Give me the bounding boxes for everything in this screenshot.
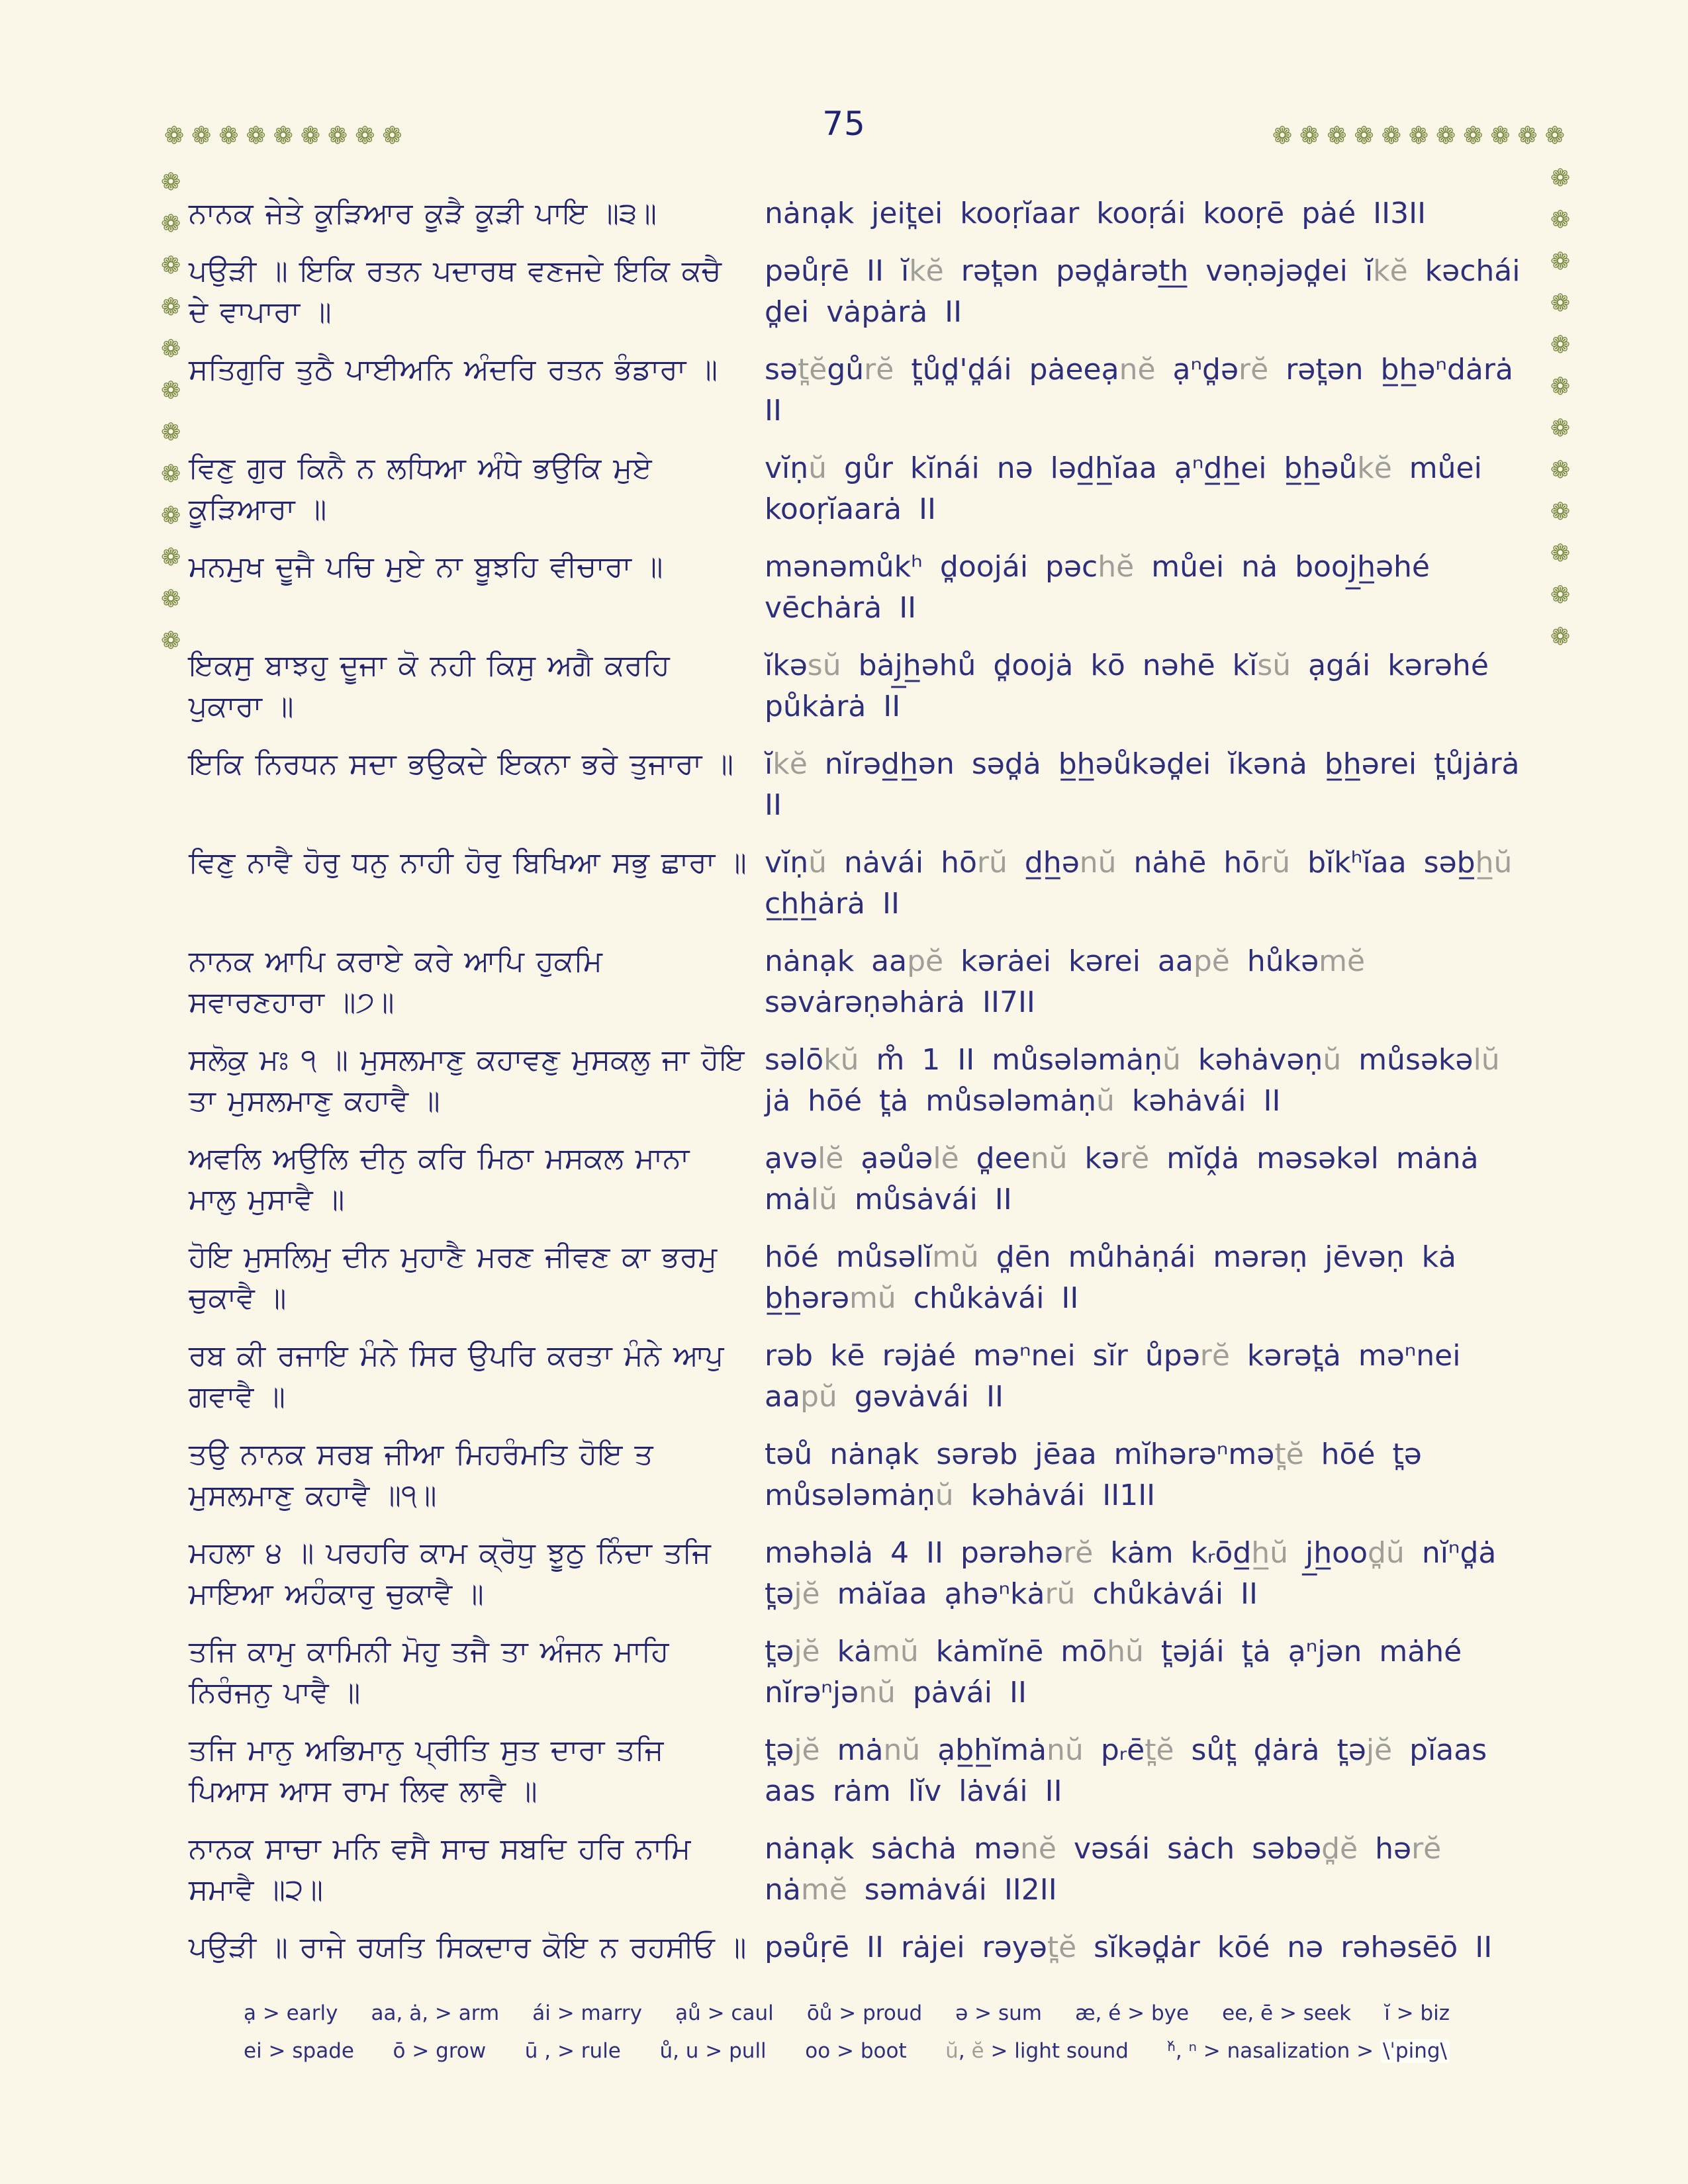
flower-icon: ❁: [328, 122, 348, 150]
light-sound: mĕ: [1319, 944, 1366, 978]
legend-item: ū , > rule: [524, 2039, 621, 2063]
gurmukhi-text: ਤਉ ਨਾਨਕ ਸਰਬ ਜੀਆ ਮਿਹਰੰਮਤਿ ਹੋਇ ਤ ਮੁਸਲਮਾਣੁ ਕਹਾਵੈ ॥੧॥: [189, 1437, 653, 1512]
transliteration-text: sət̪ĕgůrĕ t̪ůd̪'d̪ái pȧeeạnĕ ạⁿd̪ərĕ rət̪ən b̲h̲əⁿdȧrȧ II: [765, 353, 1513, 428]
flower-icon: ❁: [1544, 122, 1565, 150]
flower-icon: ❁: [161, 627, 181, 655]
transliteration-text: t̪əjĕ kȧmŭ kȧmĭnē mōhŭ t̪əjái t̪ȧ ạⁿjən mȧhé nĭrəⁿjənŭ pȧvái II: [765, 1635, 1462, 1709]
light-sound: rŭ: [1045, 1577, 1076, 1611]
flower-icon: ❁: [1272, 122, 1293, 150]
transliteration-text: pəůṛē II ĭkĕ rət̪ən pəd̪ȧrət̲h̲ vəṇəjəd̪ei ĭkĕ kəchái d̪ei vȧpȧrȧ II: [765, 254, 1521, 329]
light-sound: jĕ: [794, 1733, 820, 1767]
flower-icon: ❁: [1550, 248, 1571, 275]
light-sound: lĕ: [818, 1142, 844, 1175]
page-number: 75: [822, 105, 866, 143]
light-sound: pĕ: [1193, 944, 1230, 978]
light-sound: rĕ: [1239, 353, 1269, 387]
light-sound: t̪ĕ: [1274, 1437, 1304, 1471]
flower-icon: ❁: [1550, 206, 1571, 234]
legend-item: æ, é > bye: [1075, 2001, 1190, 2025]
gurmukhi-text: ਅਵਲਿ ਅਉਲਿ ਦੀਨੁ ਕਰਿ ਮਿਠਾ ਮਸਕਲ ਮਾਨਾ ਮਾਲੁ ਮੁਸਾਵੈ ॥: [189, 1142, 690, 1216]
flower-icon: ❁: [161, 169, 181, 196]
flower-icon: ❁: [1327, 122, 1347, 150]
light-sound: ŭ: [1162, 1043, 1181, 1077]
flower-icon: ❁: [1463, 122, 1483, 150]
light-sound: pĕ: [907, 944, 944, 978]
light-sound: kĕ: [909, 254, 944, 288]
flower-icon: ❁: [355, 122, 375, 150]
transliteration-text: ĭkəsŭ bȧj̲h̲əhů d̪oojȧ kō nəhē kĭsŭ ạgái kərəhé půkȧrȧ II: [765, 649, 1489, 723]
flower-icon: ❁: [1550, 332, 1571, 359]
legend-item: ee, ē > seek: [1222, 2001, 1352, 2025]
light-sound: rĕ: [1411, 1832, 1442, 1866]
light-sound: mŭ: [872, 1635, 919, 1668]
light-sound: t̪ĕ: [1145, 1733, 1174, 1767]
top-right-flower-border: [1272, 124, 1565, 148]
flower-icon: ❁: [273, 122, 293, 150]
gurmukhi-text: ਸਤਿਗੁਰਿ ਤੁਠੈ ਪਾਈਅਨਿ ਅੰਦਰਿ ਰਤਨ ਭੰਡਾਰਾ ॥: [189, 353, 718, 387]
flower-icon: ❁: [161, 252, 181, 279]
legend-item: ạů > caul: [675, 2001, 774, 2025]
light-sound: jĕ: [1366, 1733, 1393, 1767]
transliteration-text: t̪əjĕ mȧnŭ ạb̲h̲ĭmȧnŭ pᵣēt̪ĕ sůt̪ d̪ȧrȧ t̪əjĕ pĭaas aas rȧm lĭv lȧvái II: [765, 1733, 1487, 1808]
flower-icon: ❁: [161, 377, 181, 404]
light-sound: rŭ: [976, 846, 1008, 880]
flower-icon: ❁: [161, 586, 181, 613]
light-sound: mĕ: [800, 1873, 847, 1907]
light-sound: lĕ: [933, 1142, 959, 1175]
flower-icon: ❁: [161, 461, 181, 488]
left-flower-border: [161, 171, 181, 653]
transliteration-text: nȧnạk aapĕ kərȧei kərei aapĕ hůkəmĕ səvȧrəṇəhȧrȧ II7II: [765, 944, 1366, 1019]
highlighted-word: \ˈping\: [1380, 2039, 1450, 2063]
light-sound: kĕ: [1357, 451, 1392, 485]
flower-icon: ❁: [1550, 623, 1571, 651]
transliteration-text: pəůṛē II rȧjei rəyət̪ĕ sĭkəd̪ȧr kōé nə rəhəsēō II: [765, 1931, 1493, 1964]
light-sound: nŭ: [1079, 846, 1117, 880]
transliteration-text: təů nȧnạk sərəb jēaa mĭhərəⁿmət̪ĕ hōé t̪ə můsələmȧṇŭ kəhȧvái II1II: [765, 1437, 1422, 1512]
transliteration-text: ạvəlĕ ạəůəlĕ d̪eenŭ kərĕ mĭḓȧ məsəkəl mȧnȧ mȧlŭ můsȧvái II: [765, 1142, 1479, 1216]
light-sound: ŭ: [1323, 1043, 1342, 1077]
flower-icon: ❁: [1436, 122, 1456, 150]
transliteration-text: məhəlȧ 4 II pərəhərĕ kȧm kᵣōd̲h̲ŭ j̲h̲ood̪ŭ nĭⁿd̪ȧ t̪əjĕ mȧĭaa ạhəⁿkȧrŭ chůkȧvái II: [765, 1536, 1497, 1611]
transliteration-text: mənəmůkʰ d̪oojái pəchĕ můei nȧ booj̲h̲əhé vēchȧrȧ II: [765, 550, 1430, 625]
verse-row: [189, 1336, 1532, 1418]
gurmukhi-text: ਸਲੋਕੁ ਮਃ ੧ ॥ ਮੁਸਲਮਾਣੁ ਕਹਾਵਣੁ ਮੁਸਕਲੁ ਜਾ ਹੋਇ ਤਾ ਮੁਸਲਮਾਣੁ ਕਹਾਵੈ ॥: [189, 1043, 745, 1118]
light-sound: ŭ: [1096, 1084, 1115, 1118]
flower-icon: ❁: [161, 336, 181, 363]
light-sound: ŭ: [935, 1479, 954, 1512]
verse-row: [189, 251, 1532, 333]
light-sound: mŭ: [932, 1240, 979, 1274]
flower-icon: ❁: [1517, 122, 1538, 150]
verse-row: [189, 1829, 1532, 1911]
legend-item: aa, ȧ, > arm: [371, 2001, 500, 2025]
light-sound: ŭ: [808, 846, 827, 880]
flower-icon: ❁: [218, 122, 239, 150]
verse-row: [189, 744, 1532, 826]
flower-icon: ❁: [1490, 122, 1511, 150]
flower-icon: ❁: [161, 544, 181, 571]
legend-item: ĭ > biz: [1384, 2001, 1450, 2025]
gurmukhi-text: ਰਬ ਕੀ ਰਜਾਇ ਮੰਨੇ ਸਿਰ ਉਪਰਿ ਕਰਤਾ ਮੰਨੇ ਆਪੁ ਗਵਾਵੈ ॥: [189, 1339, 724, 1414]
pronunciation-legend: [244, 2000, 1450, 2064]
light-sound: d̪ĕ: [1321, 1832, 1358, 1866]
flower-icon: ❁: [164, 122, 185, 150]
flower-icon: ❁: [1550, 415, 1571, 442]
gurmukhi-text: ਨਾਨਕ ਸਾਚਾ ਮਨਿ ਵਸੈ ਸਾਚ ਸਬਦਿ ਹਰਿ ਨਾਮਿ ਸਮਾਵੈ ॥੨॥: [189, 1832, 691, 1907]
verse-row: [189, 1040, 1532, 1122]
legend-item: ōů > proud: [806, 2001, 923, 2025]
verse-row: [189, 842, 1532, 925]
gurmukhi-text: ਨਾਨਕ ਆਪਿ ਕਰਾਏ ਕਰੇ ਆਪਿ ਹੁਕਮਿ ਸਵਾਰਣਹਾਰਾ ॥੭॥: [189, 944, 602, 1019]
verse-row: [189, 448, 1532, 530]
gurmukhi-text: ਇਕਸੁ ਬਾਝਹੁ ਦੂਜਾ ਕੋ ਨਹੀ ਕਿਸੁ ਅਗੈ ਕਰਹਿ ਪੁਕਾਰਾ ॥: [189, 649, 670, 723]
verse-row: [189, 193, 1532, 234]
light-sound: rĕ: [1199, 1339, 1230, 1373]
transliteration-text: nȧnạk jeit̪ei kooṛĭaar kooṛái kooṛē pȧé II3II: [765, 197, 1427, 230]
light-sound: sŭ: [807, 649, 841, 682]
flower-icon: ❁: [300, 122, 321, 150]
light-sound: rĕ: [1063, 1536, 1094, 1570]
legend-item: oo > boot: [805, 2039, 907, 2063]
verse-row: [189, 1434, 1532, 1516]
light-sound: kĕ: [773, 747, 808, 781]
flower-icon: ❁: [1299, 122, 1320, 150]
gurmukhi-text: ਹੋਇ ਮੁਸਲਿਮੁ ਦੀਨ ਮੁਹਾਣੈ ਮਰਣ ਜੀਵਣ ਕਾ ਭਰਮੁ ਚੁਕਾਵੈ ॥: [189, 1240, 718, 1315]
legend-item: ei > spade: [244, 2039, 354, 2063]
verse-row: [189, 1631, 1532, 1713]
gurmukhi-text: ਮਹਲਾ ੪ ॥ ਪਰਹਰਿ ਕਾਮ ਕ੍ਰੋਧੁ ਝੂਠੁ ਨਿੰਦਾ ਤਜਿ ਮਾਇਆ ਅਹੰਕਾਰੁ ਚੁਕਾਵੈ ॥: [189, 1536, 711, 1611]
light-sound: nŭ: [1047, 1733, 1084, 1767]
legend-item: ⁿ̌, ⁿ > nasalization > \ˈping\: [1168, 2038, 1450, 2064]
light-sound: mŭ: [849, 1281, 896, 1315]
gurmukhi-text: ਮਨਮੁਖ ਦੂਜੈ ਪਚਿ ਮੁਏ ਨਾ ਬੂਝਹਿ ਵੀਚਾਰਾ ॥: [189, 550, 663, 584]
transliteration-text: səlōkŭ m̊ 1 II můsələmȧṇŭ kəhȧvəṇŭ můsəkəlŭ jȧ hōé t̪ȧ můsələmȧṇŭ kəhȧvái II: [765, 1043, 1500, 1118]
flower-icon: ❁: [161, 294, 181, 321]
light-sound: lŭ: [1473, 1043, 1500, 1077]
legend-item: ə > sum: [955, 2001, 1043, 2025]
flower-icon: ❁: [1550, 373, 1571, 400]
verse-row: [189, 1533, 1532, 1615]
gurmukhi-text: ਤਜਿ ਕਾਮੁ ਕਾਮਿਨੀ ਮੋਹੁ ਤਜੈ ਤਾ ਅੰਜਨ ਮਾਹਿ ਨਿਰੰਜਨੁ ਪਾਵੈ ॥: [189, 1635, 669, 1709]
light-sound: h̲ŭ: [1475, 846, 1513, 880]
light-sound: jĕ: [794, 1635, 820, 1668]
legend-item: ů, u > pull: [659, 2039, 767, 2063]
flower-icon: ❁: [161, 210, 181, 238]
flower-icon: ❁: [1354, 122, 1374, 150]
legend-item: ạ > early: [244, 2001, 338, 2025]
flower-icon: ❁: [1550, 498, 1571, 525]
gurmukhi-text: ਨਾਨਕ ਜੇਤੇ ਕੂੜਿਆਰ ਕੂੜੈ ਕੂੜੀ ਪਾਇ ॥੩॥: [189, 197, 657, 230]
legend-item: ō > grow: [393, 2039, 487, 2063]
light-sound: h̲ŭ: [1251, 1536, 1289, 1570]
gurmukhi-text: ਪਉੜੀ ॥ ਰਾਜੇ ਰਯਤਿ ਸਿਕਦਾਰ ਕੋਇ ਨ ਰਹਸੀਓ ॥: [189, 1931, 747, 1964]
light-sound: lŭ: [810, 1183, 837, 1216]
light-sound: nŭ: [1030, 1142, 1068, 1175]
flower-icon: ❁: [1550, 290, 1571, 317]
flower-icon: ❁: [1550, 582, 1571, 609]
transliteration-text: vĭṇŭ gůr kĭnái nə ləd̲h̲ĭaa ạⁿd̲h̲ei b̲h̲əůkĕ můei kooṛĭaarȧ II: [765, 451, 1482, 526]
light-sound: t̪ĕ: [798, 353, 827, 387]
verses: [189, 193, 1532, 1985]
flower-icon: ❁: [161, 419, 181, 446]
verse-row: [189, 1927, 1532, 1968]
verse-row: [189, 645, 1532, 727]
light-sound: hĕ: [1098, 550, 1135, 584]
flower-icon: ❁: [1550, 457, 1571, 484]
legend-row-1: [244, 2000, 1450, 2026]
flower-icon: ❁: [191, 122, 212, 150]
verse-row: [189, 1237, 1532, 1319]
flower-icon: ❁: [382, 122, 402, 150]
flower-icon: ❁: [1381, 122, 1401, 150]
transliteration-text: ĭkĕ nĭrəd̲h̲ən səd̪ȧ b̲h̲əůkəd̪ei ĭkənȧ b̲h̲ərei t̪ůjȧrȧ II: [765, 747, 1520, 822]
flower-icon: ❁: [246, 122, 266, 150]
legend-item: ŭ, ĕ > light sound: [945, 2039, 1129, 2063]
legend-row-2: [244, 2038, 1450, 2064]
verse-row: [189, 941, 1532, 1023]
light-sound: pŭ: [800, 1380, 837, 1414]
light-sound: nŭ: [883, 1733, 921, 1767]
light-sound: rĕ: [1119, 1142, 1150, 1175]
transliteration-text: vĭṇŭ nȧvái hōrŭ d̲h̲ənŭ nȧhē hōrŭ bĭkʰĭaa səb̲h̲ŭ c̲h̲h̲ȧrȧ II: [765, 846, 1513, 921]
top-left-flower-border: [164, 124, 402, 148]
light-sound: rŭ: [1260, 846, 1291, 880]
light-sound: kŭ: [823, 1043, 859, 1077]
light-sound: ĕ: [971, 2039, 984, 2063]
light-sound: rĕ: [864, 353, 894, 387]
light-sound: ŭ: [808, 451, 827, 485]
light-sound: jĕ: [794, 1577, 820, 1611]
light-sound: nŭ: [859, 1676, 896, 1709]
right-flower-border: [1550, 167, 1570, 649]
flower-icon: ❁: [161, 502, 181, 529]
light-sound: nĕ: [1020, 1832, 1056, 1866]
verse-row: [189, 1730, 1532, 1812]
light-sound: kĕ: [1373, 254, 1408, 288]
transliteration-text: hōé můsəlĭmŭ d̪ēn můhȧṇái mərəṇ jēvəṇ kȧ b̲h̲ərəmŭ chůkȧvái II: [765, 1240, 1457, 1315]
light-sound: ŭ: [945, 2039, 959, 2063]
gurmukhi-text: ਪਉੜੀ ॥ ਇਕਿ ਰਤਨ ਪਦਾਰਥ ਵਣਜਦੇ ਇਕਿ ਕਚੈ ਦੇ ਵਾਪਾਰਾ ॥: [189, 254, 722, 329]
light-sound: hŭ: [1107, 1635, 1144, 1668]
legend-item: ái > marry: [532, 2001, 643, 2025]
light-sound: t̪ĕ: [1047, 1931, 1077, 1964]
gurmukhi-text: ਵਿਣੁ ਨਾਵੈ ਹੋਰੁ ਧਨੁ ਨਾਹੀ ਹੋਰੁ ਬਿਖਿਆ ਸਭੁ ਛਾਰਾ ॥: [189, 846, 747, 880]
gurmukhi-text: ਤਜਿ ਮਾਨੁ ਅਭਿਮਾਨੁ ਪ੍ਰੀਤਿ ਸੁਤ ਦਾਰਾ ਤਜਿ ਪਿਆਸ ਆਸ ਰਾਮ ਲਿਵ ਲਾਵੈ ॥: [189, 1733, 664, 1808]
light-sound: nĕ: [1119, 353, 1156, 387]
light-sound: d̪ŭ: [1368, 1536, 1405, 1570]
gurmukhi-text: ਇਕਿ ਨਿਰਧਨ ਸਦਾ ਭਉਕਦੇ ਇਕਨਾ ਭਰੇ ਤੁਜਾਰਾ ॥: [189, 747, 733, 781]
light-sound: sŭ: [1257, 649, 1291, 682]
transliteration-text: nȧnạk sȧchȧ mənĕ vəsái sȧch səbəd̪ĕ hərĕ nȧmĕ səmȧvái II2II: [765, 1832, 1442, 1907]
transliteration-text: rəb kē rəjȧé məⁿnei sĭr ůpərĕ kərət̪ȧ məⁿnei aapŭ gəvȧvái II: [765, 1339, 1461, 1414]
flower-icon: ❁: [1550, 165, 1571, 192]
verse-row: [189, 547, 1532, 629]
gurmukhi-text: ਵਿਣੁ ਗੁਰ ਕਿਨੈ ਨ ਲਧਿਆ ਅੰਧੇ ਭਉਕਿ ਮੁਏ ਕੂੜਿਆਰਾ ॥: [189, 451, 652, 526]
verse-row: [189, 349, 1532, 432]
verse-row: [189, 1138, 1532, 1220]
flower-icon: ❁: [1408, 122, 1429, 150]
flower-icon: ❁: [1550, 540, 1571, 567]
